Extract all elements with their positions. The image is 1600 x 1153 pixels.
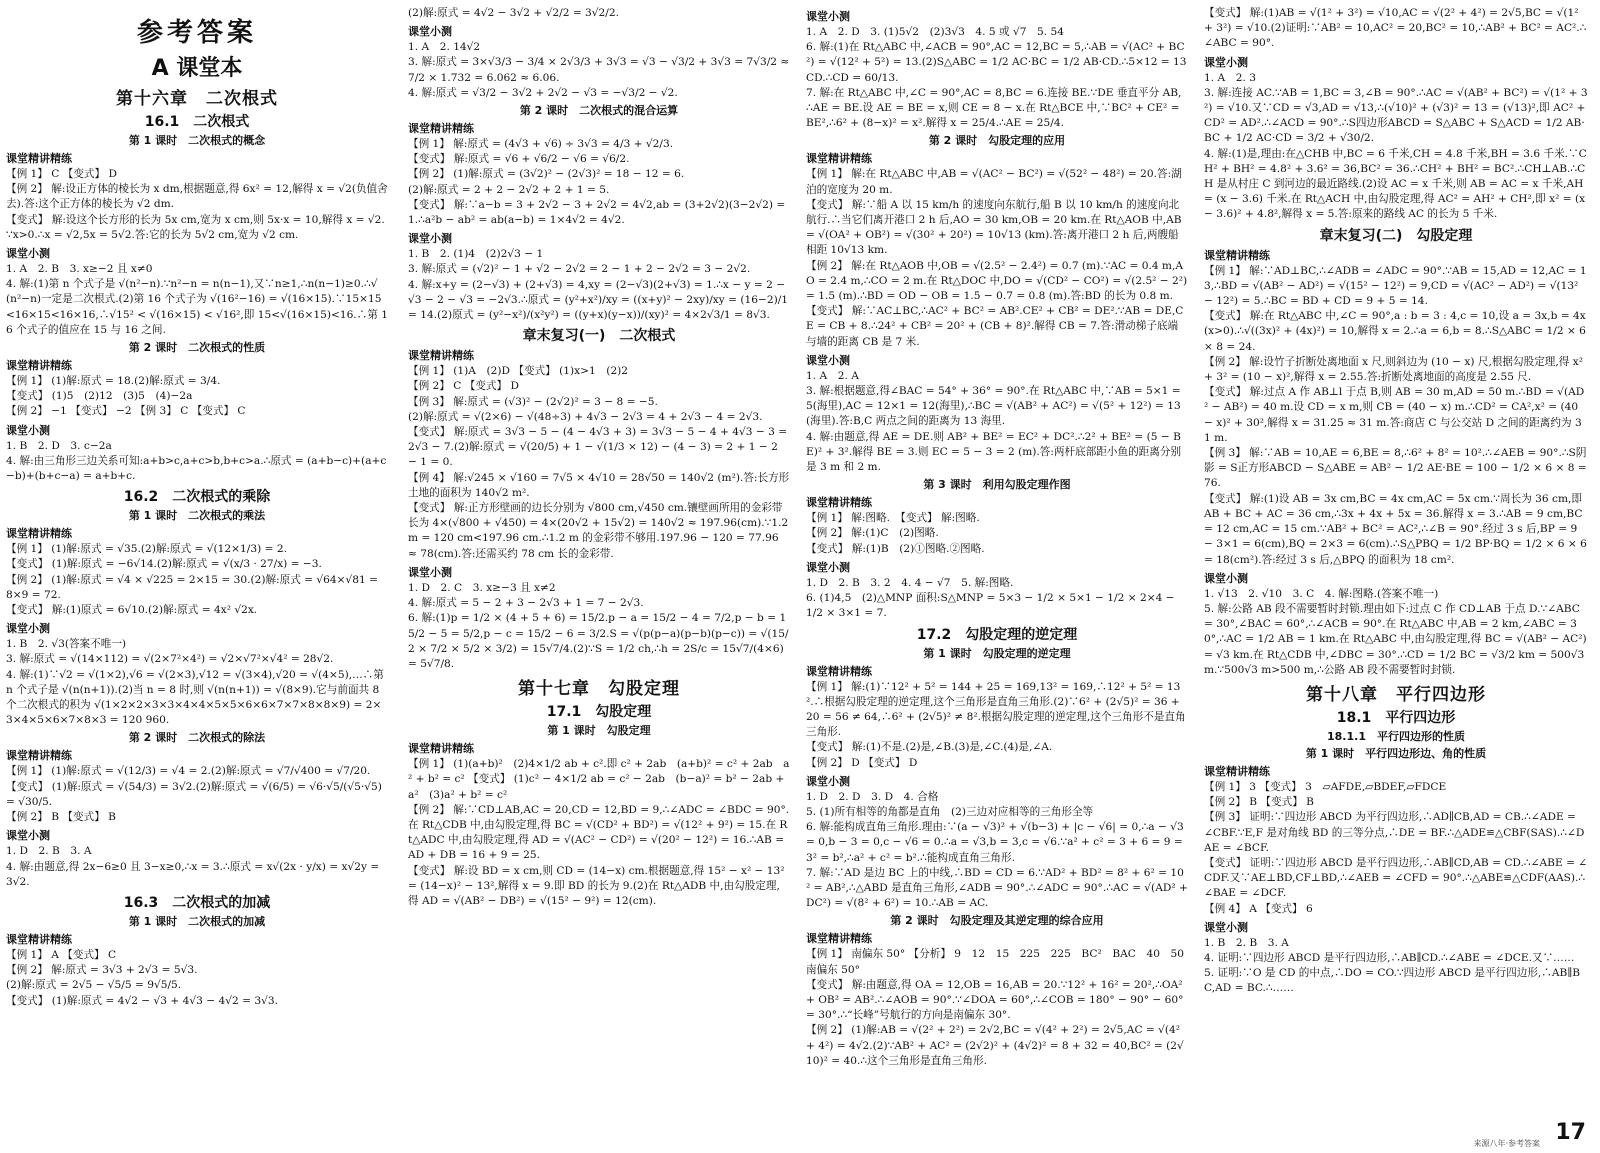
answer-block: 【例 1】 解:原式 = (4√3 + √6) ÷ 3√3 = 4/3 + √2/3. 【变式】 解:原式 = √6 + √6/2 − √6 = √6/2. 【例 2】 (1)解:原式 = (3√2)² − (2√3)² = 18 − 12 = 6. (2)解:原式 = 2 + 2 − 2√2 + 2 + 1 = 5. 【变式】 解:∵a−b = 3 + 2√2 − 3 + 2√2 = 4√2,ab = (3+2√2)(3−2√2) = 1.∴a²b − ab² = ab(a−b) = 1×4√2 = 4√2.: [408, 138, 786, 227]
block-label: 课堂小测: [1204, 571, 1248, 585]
chapter-heading: 第十七章 勾股定理: [518, 679, 680, 700]
answer-block: 1. B 2. (1)4 (2)2√3 − 1 3. 解:原式 = (√2)² − 1 + √2 − 2√2 = 2 − 1 + 2 − 2√2 = 3 − 2√2. 4. 解:x+y = (2−√3) + (2+√3) = 4,xy = (2−√3)(2+√3) = 1.∴x − y = 2 − √3 − 2 − √3 = −2√3.∴原式 = (y²+x²)/xy = ((x+y)² − 2xy)/xy = (16−2)/1 = 14.(2)原式 = (y²−x²)/(x²y²) = ((y+x)(y−x))/(xy)² = 4×2√3/1 = 8√3.: [408, 248, 789, 322]
lesson-heading: 第 2 课时 勾股定理及其逆定理的综合应用: [890, 914, 1104, 928]
subsection-heading: 18.1.1 平行四边形的性质: [1327, 729, 1465, 743]
block-label: 课堂精讲精练: [6, 932, 72, 946]
block-label: 课堂精讲精练: [1204, 764, 1270, 778]
block-label: 课堂精讲精练: [408, 349, 474, 363]
lesson-heading: 第 1 课时 勾股定理: [547, 724, 651, 738]
block-label: 课堂小测: [6, 829, 50, 843]
lesson-heading: 第 3 课时 利用勾股定理作图: [923, 478, 1071, 492]
lesson-heading: 第 2 课时 二次根式的除法: [128, 731, 266, 745]
lesson-heading: 第 2 课时 二次根式的性质: [128, 341, 266, 355]
chapter-heading: 第十六章 二次根式: [116, 89, 278, 109]
section-heading: 16.3 二次根式的加减: [123, 894, 271, 911]
answer-block: 【例 1】 (1)解:原式 = 18.(2)解:原式 = 3/4. 【变式】 (1)5 (2)12 (3)5 (4)−2a 【例 2】 −1 【变式】 −2 【例 3】 C 【变式】 C: [6, 375, 246, 418]
column-3: [806, 6, 1188, 1146]
answer-block: 1. A 2. 14√2 3. 解:原式 = 3×√3/3 − 3/4 × 2√3/3 + 3√3 = √3 − √3/2 + 3√3 = 7√3/2 ≈ 7/2 × 1.732 = 6.062 ≈ 6.06. 4. 解:原式 = √3/2 − 3√2 + 2√2 − √3 = −√3/2 − √2.: [408, 41, 790, 99]
lesson-heading: 第 2 课时 二次根式的混合运算: [519, 104, 679, 118]
column-2: [408, 6, 790, 1146]
answer-block: 【例 1】 (1)解:原式 = √(12/3) = √4 = 2.(2)解:原式 = √7/√400 = √7/20. 【变式】 (1)解:原式 = √(54/3) = 3√2.(2)解:原式 = √(6/5) = √6·√5/(√5·√5) = √30/5. 【例 2】 B 【变式】 B: [6, 765, 382, 824]
block-label: 课堂小测: [6, 247, 50, 261]
answer-block: 【例 1】 解:∵AD⊥BC,∴∠ADB = ∠ADC = 90°.∵AB = 15,AD = 12,AC = 13,∴BD = √(AB² − AD²) = √(15² − 12²) = 9,CD = √(AC² − AD²) = √(13² − 12²) = 5.∴BC = BD + CD = 9 + 5 = 14. 【变式】 解:在 Rt△ABC 中,∠C = 90°,a : b = 3 : 4,c = 10,设 a = 3x,b = 4x(x>0).∴√((3x)² + (4x)²) = 10,解得 x = 2.∴a = 6,b = 8.∴S△ABC = 1/2 × 6 × 8 = 24. 【例 2】 解:设竹子折断处离地面 x 尺,则斜边为 (10 − x) 尺,根据勾股定理,得 x² + 3² = (10 − x)²,解得 x = 2.55.答:折断处离地面的高度是 2.55 尺. 【变式】 解:过点 A 作 AB⊥l 于点 B,则 AB = 30 m,AD = 50 m.∴BD = √(AD² − AB²) = 40 m.设 CD = x m,则 CB = (40 − x) m.∴CD² = CA²,x² = (40 − x)² + 30²,解得 x = 31.25 ≈ 31 m.答:商店 C 与公交站 D 之间的距离约为 31 m. 【例 3】 解:∵AB = 10,AE = 6,BE = 8,∴6² + 8² = 10².∴∠AEB = 90°.∴S阴影 = S正方形ABCD − S△ABE = AB² − 1/2 AE·BE = 100 − 1/2 × 6 × 8 = 76. 【变式】 解:(1)设 AB = 3x cm,BC = 4x cm,AC = 5x cm.∵周长为 36 cm,即 AB + BC + AC = 36 cm,∴3x + 4x + 5x = 36.解得 x = 3.∴AB = 9 cm,BC = 12 cm,AC = 15 cm.∵AB² + BC² = AC²,∴∠B = 90°.经过 3 s 后,BP = 9 − 3×1 = 6(cm),BQ = 2×3 = 6(cm).∴S△PBQ = 1/2 BP·BQ = 1/2 × 6 × 6 = 18(cm²).答:经过 3 s 后,△BPQ 的面积为 18 cm².: [1204, 264, 1587, 566]
lesson-heading: 第 1 课时 二次根式的概念: [128, 134, 266, 147]
block-label: 课堂小测: [6, 622, 50, 636]
answer-block: 1. D 2. B 3. A 4. 解:由题意,得 2x−6≥0 且 3−x≥0,∴x = 3.∴原式 = x√(2x · y/x) = x√2y = 3√2.: [6, 845, 380, 888]
answer-block: 【例 1】 解:在 Rt△ABC 中,AB = √(AC² − BC²) = √(52² − 48²) = 20.答:湖泊的宽度为 20 m. 【变式】 解:∵船 A 以 15 km/h 的速度向东航行,船 B 以 10 km/h 的速度向北航行.∴当它们离开港口 2 h 后,AO = 30 km,OB = 20 km.在 Rt△AOB 中,AB = √(OA² + OB²) = √(30² + 20²) = 10√13 (km).答:离开港口 2 h 后,两艘船相距 10√13 km. 【例 2】 解:在 Rt△AOB 中,OB = √(2.5² − 2.4²) = 0.7 (m).∵AC = 0.4 m,AO = 2.4 m,∴CO = 2 m.在 Rt△DOC 中,DO = √(CD² − CO²) = √(2.5² − 2²) = 1.5 (m).∴BD = OD − OB = 1.5 − 0.7 = 0.8 (m).答:BD 的长为 0.8 m. 【变式】 解:∵AC⊥BC,∴AC² + BC² = AB².CE² + CB² = DE².∵AB = DE,CE = CB + 8.∴24² + CB² = 20² + (CB + 8)².解得 CB = 7.答:滑动梯子底端与墙的距离 CB 是 7 米.: [806, 168, 1188, 348]
answer-block: 【变式】 解:(1)AB = √(1² + 3²) = √10,AC = √(2² + 4²) = 2√5,BC = √(1² + 3²) = √10.(2)证明:∵AB² = 10,AC² = 20,BC² = 10,∴AB² + BC² = AC².∴∠ABC = 90°.: [1204, 7, 1587, 50]
column-4: [1204, 6, 1588, 1146]
answer-block: 1. B 2. √3(答案不唯一) 3. 解:原式 = √(14×112) = √(2×7²×4²) = √2×√7²×√4² = 28√2. 4. 解:(1)∵√2 = √(1×2),√6 = √(2×3),√12 = √(3×4),√20 = √(4×5),…∴第 n 个式子是 √(n(n+1)).(2)当 n = 8 时,则 √(n(n+1)) = √(8×9).它与前面共 8 个二次根式的积为 √(1×2×2×3×3×4×4×5×5×6×6×7×7×8×8×9) = 2×3×4×5×6×7×8×3 = 120 960.: [6, 638, 384, 727]
lesson-heading: 第 1 课时 平行四边形边、角的性质: [1305, 746, 1487, 760]
page-number: 17: [1555, 1120, 1586, 1145]
block-label: 课堂小测: [408, 565, 452, 579]
section-heading: 16.1 二次根式: [144, 114, 250, 130]
answer-block: 1. D 2. B 3. 2 4. 4 − √7 5. 解:图略. 6. (1)4,5 (2)△MNP 面积:S△MNP = 5×3 − 1/2 × 5×1 − 1/2 × 2×4 − 1/2 × 3×1 = 7.: [806, 576, 1175, 620]
lesson-heading: 第 2 课时 勾股定理的应用: [928, 134, 1066, 148]
block-label: 课堂小测: [806, 10, 850, 23]
block-label: 课堂小测: [806, 774, 850, 788]
answer-block: 【例 1】 A 【变式】 C 【例 2】 解:原式 = 3√3 + 2√3 = 5√3. (2)解:原式 = 2√5 − √5/5 = 9√5/5. 【变式】 (1)解:原式 = 4√2 − √3 + 4√3 − 4√2 = 3√3.: [6, 948, 278, 1007]
section-heading: 17.2 勾股定理的逆定理: [916, 626, 1078, 643]
lesson-heading: 第 1 课时 二次根式的加减: [128, 914, 266, 928]
block-label: 课堂小测: [806, 353, 850, 367]
answer-block: 1. A 2. A 3. 解:根据题意,得∠BAC = 54° + 36° = 90°.在 Rt△ABC 中,∵AB = 5×1 = 5(海里),AC = 12×1 = 12(海里),∴BC = √(AB² + AC²) = √(5² + 12²) = 13(海里).答:B,C 两点之间的距离为 13 海里. 4. 解:由题意,得 AE = DE.则 AB² + BE² = EC² + DC².∴2² + BE² = (5 − BE)² + 3².解得 BE = 3.则 EC = 5 − 3 = 2 (m).答:两杆底部距小鱼的距离分别是 3 m 和 2 m.: [806, 369, 1182, 474]
block-label: 课堂精讲精练: [6, 749, 72, 763]
block-label: 课堂精讲精练: [806, 664, 872, 678]
answer-block: 【例 1】 解:图略. 【变式】 解:图略. 【例 2】 解:(1)C (2)图略. 【变式】 解:(1)B (2)①图略.②图略.: [806, 512, 985, 555]
block-label: 课堂精讲精练: [1204, 248, 1270, 262]
answer-block: 1. B 2. B 3. A 4. 证明:∵四边形 ABCD 是平行四边形,∴AB∥CD.∴∠ABE = ∠DCE.又∵…… 5. 证明:∵O 是 CD 的中点,∴DO = CO.∵四边形 ABCD 是平行四边形,∴AB∥BC,AD = BC.∴……: [1204, 936, 1580, 995]
answer-block: 【例 1】 南偏东 50° 【分析】 9 12 15 225 225 BC² BAC 40 50 南偏东 50° 【变式】 解:由题意,得 OA = 12,OB = 16,AB = 20.∵12² + 16² = 20²,∴OA² + OB² = AB².∴∠AOB = 90°.∵∠DOA = 60°,∴∠COB = 180° − 90° − 60° = 30°.∴“长峰”号航行的方向是南偏东 30°. 【例 2】 (1)解:AB = √(2² + 2²) = 2√2,BC = √(4² + 2²) = 2√5,AC = √(4² + 4²) = 4√2.(2)∵AB² + AC² = (2√2)² + (4√2)² = 8 + 32 = 40,BC² = (2√10)² = 40.∴这个三角形是直角三角形.: [806, 948, 1185, 1067]
block-label: 课堂小测: [408, 232, 452, 246]
answer-block: 【例 1】 3 【变式】 3 ▱AFDE,▱BDEF,▱FDCE 【例 2】 B 【变式】 B 【例 3】 证明:∵四边形 ABCD 为平行四边形,∴AD∥CB,AD = CB.∴∠ADE = ∠CBF.∵E,F 是对角线 BD 的三等分点,∴DE = BF.∴△ADE≌△CBF(SAS).∴∠DAE = ∠BCF. 【变式】 证明:∵四边形 ABCD 是平行四边形,∴AB∥CD,AB = CD.∴∠ABE = ∠CDF.又∵AE⊥BD,CF⊥BD,∴∠AEB = ∠CFD = 90°.∴△ABE≌△CDF(AAS).∴∠BAE = ∠DCF. 【例 4】 A 【变式】 6: [1204, 780, 1588, 915]
section-heading: 16.2 二次根式的乘除: [123, 489, 271, 506]
block-label: 课堂精讲精练: [6, 527, 72, 541]
lesson-heading: 第 1 课时 勾股定理的逆定理: [923, 646, 1071, 660]
block-label: 课堂精讲精练: [806, 152, 872, 166]
answer-block: 【例 1】 解:(1)∵12² + 5² = 144 + 25 = 169,13² = 169,∴12² + 5² = 13².∴根据勾股定理的逆定理,这个三角形是直角三角形.(2)∵6² + (2√5)² = 36 + 20 = 56 ≠ 64,∴6² + (2√5)² ≠ 8².根据勾股定理的逆定理,这个三角形不是直角三角形. 【变式】 解:(1)不是.(2)是,∠B.(3)是,∠C.(4)是,∠A. 【例 2】 D 【变式】 D: [806, 680, 1186, 769]
answer-block: 1. D 2. D 3. D 4. 合格 5. (1)所有相等的角都是直角 (2)三边对应相等的三角形全等 6. 解:能构成直角三角形.理由:∵(a − √3)² + √(b−3) + |c − √6| = 0,∴a − √3 = 0,b − 3 = 0,c − √6 = 0.∴a = √3,b = 3,c = √6.∵a² + c² = 3 + 6 = 9 = 3² = b²,∴a² + c² = b².∴能构成直角三角形. 7. 解:∵AD 是边 BC 上的中线,∴BD = CD = 6.∵AD² + BD² = 8² + 6² = 10² = AB²,∴△ABD 是直角三角形,∠ADB = 90°.∴∠ADC = 90°.∴AC = √(AD² + DC²) = √(8² + 6²) = 10.∴AB = AC.: [806, 790, 1188, 910]
chapter-heading: 第十八章 平行四边形: [1306, 684, 1486, 705]
answer-block: (2)解:原式 = 4√2 − 3√2 + √2/2 = 3√2/2.: [408, 7, 619, 19]
part-title: A 课堂本: [151, 56, 243, 81]
answer-block: 1. B 2. D 3. c−2a 4. 解:由三角形三边关系可知:a+b>c,a+c>b,b+c>a.∴原式 = (a+b−c)+(a+c−b)+(b+c−a) = a+b+c.: [6, 439, 387, 483]
column-1: [6, 6, 388, 1146]
block-label: 课堂精讲精练: [6, 152, 72, 165]
section-heading: 18.1 平行四边形: [1336, 709, 1456, 726]
block-label: 课堂小测: [6, 423, 50, 437]
block-label: 课堂精讲精练: [806, 932, 872, 946]
block-label: 课堂小测: [1204, 55, 1248, 69]
block-label: 课堂精讲精练: [6, 359, 72, 373]
review-heading: 章末复习(一) 二次根式: [522, 328, 676, 345]
block-label: 课堂精讲精练: [806, 496, 872, 510]
answer-block: 1. A 2. D 3. (1)5√2 (2)3√3 4. 5 或 √7 5. 54 6. 解:(1)在 Rt△ABC 中,∠ACB = 90°,AC = 12,BC = 5,∴AB = √(AC² + BC²) = √(12² + 5²) = 13.(2)S△ABC = 1/2 AC·BC = 1/2 AB·CD.∴5×12 = 13CD.∴CD = 60/13. 7. 解:在 Rt△ABC 中,∠C = 90°,AC = 8,BC = 6.连接 BE.∵DE 垂直平分 AB,∴AE = BE.设 AE = BE = x,则 CE = 8 − x.在 Rt△BCE 中,∵BC² + CE² = BE²,∴6² + (8−x)² = x².解得 x = 25/4.∴AE = 25/4.: [806, 26, 1187, 130]
page-footer: 来源八年·参考答案: [1473, 1139, 1540, 1148]
answer-block: 1. D 2. C 3. x≥−3 且 x≠2 4. 解:原式 = 5 − 2 + 3 − 2√3 + 1 = 7 − 2√3. 6. 解:(1)p = 1/2 × (4 + 5 + 6) = 15/2.p − a = 15/2 − 4 = 7/2,p − b = 15/2 − 5 = 5/2,p − c = 15/2 − 6 = 3/2.S = √(p(p−a)(p−b)(p−c)) = √(15/2 × 7/2 × 5/2 × 3/2) = 15√7/4.(2)∵S = 1/2 ch,∴h = 2S/c = 15√7/(4×6) = 5√7/8.: [408, 581, 789, 670]
review-heading: 章末复习(二) 勾股定理: [1319, 227, 1473, 244]
answer-block: 1. √13 2. √10 3. C 4. 解:图略.(答案不唯一) 5. 解:公路 AB 段不需要暂时封锁.理由如下:过点 C 作 CD⊥AB 于点 D.∵∠ABC = 30°,∠BAC = 60°,∴∠ACB = 90°.在 Rt△ABC 中,AB = 2 km,∠ABC = 30°,∴AC = 1/2 AB = 1 km.在 Rt△ABC 中,由勾股定理,得 BC = √(AB² − AC²) = √3 km.在 Rt△CDB 中,∠DBC = 30°.∴CD = 1/2 BC = √3/2 km = 500√3 m.∵500√3 m>500 m,∴公路 AB 段不需要暂时封锁.: [1204, 587, 1587, 676]
lesson-heading: 第 1 课时 二次根式的乘法: [128, 509, 266, 523]
answer-block: 【例 1】 (1)解:原式 = √35.(2)解:原式 = √(12×1/3) = 2. 【变式】 (1)解:原式 = −6√14.(2)解:原式 = √(x/3 · 27/x) = −3. 【例 2】 (1)解:原式 = √4 × √225 = 2×15 = 30.(2)解:原式 = √64×√81 = 8×9 = 72. 【变式】 解:(1)原式 = 6√10.(2)解:原式 = 4x² √2x.: [6, 543, 379, 617]
block-label: 课堂小测: [1204, 920, 1248, 934]
answer-block: 1. A 2. B 3. x≥−2 且 x≠0 4. 解:(1)第 n 个式子是 √(n²−n).∵n²−n = n(n−1),又∵n≥1,∴n(n−1)≥0.∴√(n²−n)一定是二次根式.(2)第 16 个式子为 √(16²−16) = √(16×15).∵15×15<16×15<16×16,∴√15² < √(16×15) < √16²,即 15<√(16×15)<16.∴第 16 个式子的值应在 15 与 16 之间.: [6, 263, 388, 336]
answer-block: 【例 1】 (1)(a+b)² (2)4×1/2 ab + c².即 c² + 2ab (a+b)² = c² + 2ab a² + b² = c² 【变式】 (1)c² − 4×1/2 ab = c² − 2ab (b−a)² = b² − 2ab + a² (3)a² + b² = c² 【例 2】 解:∵CD⊥AB,AC = 20,CD = 12,BD = 9,∴∠ADC = ∠BDC = 90°.在 Rt△CDB 中,由勾股定理,得 BC = √(CD² + BD²) = √(12² + 9²) = 15.在 Rt△ADC 中,由勾股定理,得 AD = √(AC² − CD²) = √(20² − 12²) = 16.∴AB = AD + DB = 16 + 9 = 25. 【变式】 解:设 BD = x cm,则 CD = (14−x) cm.根据题意,得 15² − x² − 13² = (14−x)² − 13²,解得 x = 9.即 BD 的长为 9.(2)在 Rt△ADB 中,由勾股定理,得 AD = √(AB² − DB²) = √(15² − 9²) = 12(cm).: [408, 758, 790, 907]
block-label: 课堂精讲精练: [408, 122, 474, 136]
section-heading: 17.1 勾股定理: [546, 704, 652, 721]
answer-block: 【例 1】 C 【变式】 D 【例 2】 解:设正方体的棱长为 x dm,根据题意,得 6x² = 12,解得 x = √2(负值舍去).答:这个正方体的棱长为 √2 dm. 【变式】 解:设这个长方形的长为 5x cm,宽为 x cm,则 5x·x = 10,解得 x = √2.∵x>0.∴x = √2,5x = 5√2.答:它的长为 5√2 cm,宽为 √2 cm.: [6, 168, 388, 241]
answer-block: 1. A 2. 3 3. 解:连接 AC.∵AB = 1,BC = 3,∠B = 90°.∴AC = √(AB² + BC²) = √(1² + 3²) = √10.又∵CD = √3,AD = √13,∴(√10)² + (√3)² = 13 = (√13)²,即 AC² + CD² = AD².∴∠ACD = 90°.∴S四边形ABCD = S△ABC + S△ACD = 1/2 AB·BC + 1/2 AC·CD = 3/2 + √30/2. 4. 解:(1)是,理由:在△CHB 中,BC = 6 千米,CH = 4.8 千米,BH = 3.6 千米.∵CH² + BH² = 4.8² + 3.6² = 36,BC² = 36.∴CH² + BH² = BC².∴CH⊥AB.∴CH 是从村庄 C 到河边的最近路线.(2)设 AC = x 千米,则 AB = AC = x 千米,AH = (x − 3.6) 千米.在 Rt△ACH 中,由勾股定理,得 AC² = AH² + CH²,即 x² = (x − 3.6)² + 4.8²,解得 x = 5.答:原来的路线 AC 的长为 5 千米.: [1204, 71, 1588, 221]
block-label: 课堂小测: [408, 25, 452, 39]
block-label: 课堂小测: [806, 560, 850, 574]
page-title: 参考答案: [136, 18, 257, 48]
block-label: 课堂精讲精练: [408, 742, 474, 756]
answer-block: 【例 1】 (1)A (2)D 【变式】 (1)x>1 (2)2 【例 2】 C 【变式】 D 【例 3】 解:原式 = (√3)² − (2√2)² = 3 − 8 = −5. (2)解:原式 = √(2×6) − √(48÷3) + 4√3 − 2√3 = 4 + 2√3 − 4 = 2√3. 【变式】 解:原式 = 3√3 − 5 − (4 − 4√3 + 3) = 3√3 − 5 − 4 + 4√3 − 3 = 2√3 − 7.(2)解:原式 = √(20/5) + 1 − √(1/3 × 12) − (4 − 3) = 2 + 1 − 2 − 1 = 0. 【例 4】 解:√245 × √160 = 7√5 × 4√10 = 28√50 = 140√2 (m²).答:长方形土地的面积为 140√2 m². 【变式】 解:正方形壁画的边长分别为 √800 cm,√450 cm.镶壁画所用的金彩带长为 4×(√800 + √450) = 4×(20√2 + 15√2) = 140√2 ≈ 197.96(cm).∵1.2 m = 120 cm<197.96 cm.∴1.2 m 的金彩带不够用.197.96 − 120 = 77.96 ≈ 78(cm).答:还需买约 78 cm 长的金彩带.: [408, 365, 790, 560]
